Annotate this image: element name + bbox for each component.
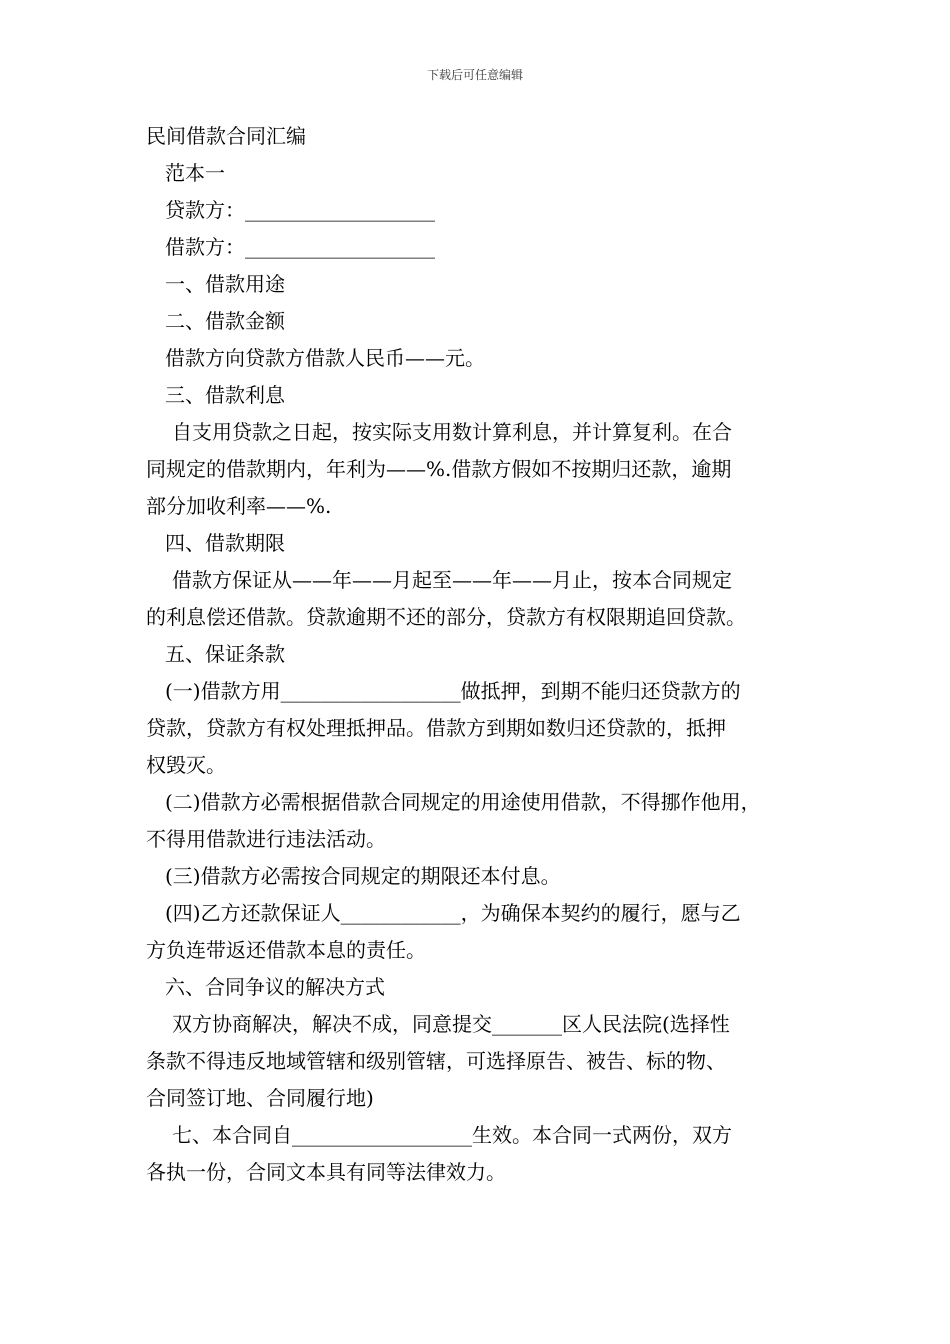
paragraph-line: (三)借款方必需按合同规定的期限还本付息。 — [165, 864, 561, 888]
section-heading: 三、借款利息 — [165, 383, 285, 407]
paragraph-line: 的利息偿还借款。贷款逾期不还的部分，贷款方有权限期追回贷款。 — [146, 605, 746, 629]
paragraph-line: 条款不得违反地域管辖和级别管辖，可选择原告、被告、标的物、 — [146, 1049, 726, 1073]
paragraph-line: 权毁灭。 — [146, 753, 226, 777]
section-heading: 四、借款期限 — [165, 531, 285, 555]
paragraph-line: 合同签订地、合同履行地) — [146, 1086, 374, 1110]
paragraph-line: 七、本合同自__________________生效。本合同一式两份，双方 — [172, 1123, 732, 1147]
paragraph-line: 范本一 — [165, 161, 225, 185]
paragraph-line: 借款方向贷款方借款人民币——元。 — [165, 346, 485, 370]
document-body — [146, 118, 818, 1191]
section-heading: 一、借款用途 — [165, 272, 285, 296]
section-heading: 五、保证条款 — [165, 642, 285, 666]
paragraph-line: 不得用借款进行违法活动。 — [146, 827, 386, 851]
paragraph-line: 自支用贷款之日起，按实际支用数计算利息，并计算复利。在合 — [172, 420, 732, 444]
page-header: 下载后可任意编辑 — [426, 68, 523, 82]
paragraph-line: (一)借款方用__________________做抵押，到期不能归还贷款方的 — [165, 679, 741, 703]
section-heading: 六、合同争议的解决方式 — [165, 975, 385, 999]
paragraph-line: 双方协商解决，解决不成，同意提交_______区人民法院(选择性 — [172, 1012, 730, 1036]
section-heading: 二、借款金额 — [165, 309, 285, 333]
paragraph-line: 部分加收利率——%. — [146, 494, 332, 518]
paragraph-line: (四)乙方还款保证人____________，为确保本契约的履行，愿与乙 — [165, 901, 741, 925]
paragraph-line: 方负连带返还借款本息的责任。 — [146, 938, 426, 962]
borrower-field: 借款方：___________________ — [165, 235, 435, 259]
paragraph-line: 借款方保证从——年——月起至——年——月止，按本合同规定 — [172, 568, 732, 592]
paragraph-line: 各执一份，合同文本具有同等法律效力。 — [146, 1160, 506, 1184]
document-title: 民间借款合同汇编 — [146, 124, 306, 148]
paragraph-line: (二)借款方必需根据借款合同规定的用途使用借款，不得挪作他用， — [165, 790, 761, 814]
paragraph-line: 同规定的借款期内，年利为——%.借款方假如不按期归还款，逾期 — [146, 457, 732, 481]
lender-field: 贷款方：___________________ — [165, 198, 435, 222]
paragraph-line: 贷款，贷款方有权处理抵押品。借款方到期如数归还贷款的，抵押 — [146, 716, 726, 740]
